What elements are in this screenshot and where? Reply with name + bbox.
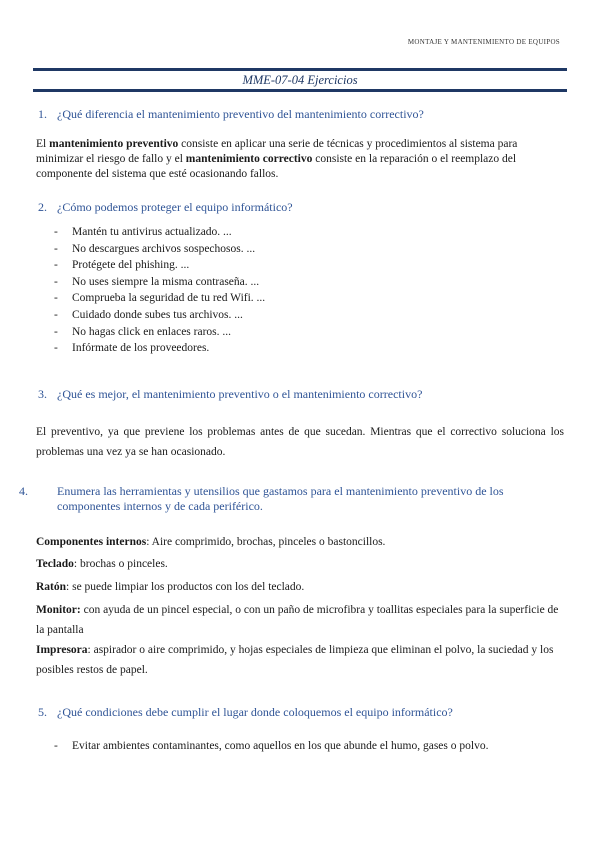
question-text: ¿Qué diferencia el mantenimiento preventivo del mantenimiento correctivo? xyxy=(57,107,424,121)
list-item: - Protégete del phishing. ... xyxy=(54,257,265,274)
answer-4-impresora xyxy=(36,640,564,680)
item-text: : brochas o pinceles. xyxy=(73,558,168,570)
question-number: 5. xyxy=(38,705,47,719)
list-item: - No descargues archivos sospechosos. ... xyxy=(54,241,265,258)
question-text: ¿Cómo podemos proteger el equipo informático? xyxy=(57,200,293,214)
list-item: - Mantén tu antivirus actualizado. ... xyxy=(54,224,265,241)
question-2 xyxy=(38,200,560,215)
answer-3: El preventivo, ya que previene los problemas antes de que sucedan. Mientras que el correctivo soluciona los problemas una vez ya se han ocasionado. xyxy=(36,426,564,458)
question-number: 4. xyxy=(19,484,28,498)
question-1 xyxy=(38,107,560,122)
document-header: MONTAJE Y MANTENIMIENTO DE EQUIPOS xyxy=(407,38,560,46)
question-text: ¿Qué es mejor, el mantenimiento preventivo o el mantenimiento correctivo? xyxy=(57,387,423,401)
list-item: - No uses siempre la misma contraseña. ... xyxy=(54,274,265,291)
answer-4-teclado xyxy=(36,557,564,572)
title-bar xyxy=(33,68,567,92)
answer-bold-term: mantenimiento preventivo xyxy=(49,138,179,150)
answer-2-list xyxy=(54,224,265,357)
answer-text: consiste en aplicar una serie de técnicas y procedimientos al sistema para minimizar el riesgo de fallo y el xyxy=(36,138,518,165)
item-label: Ratón xyxy=(36,581,67,593)
question-5 xyxy=(38,705,560,720)
item-label: Monitor: xyxy=(36,604,81,616)
item-text: : aspirador o aire comprimido, y hojas especiales de limpieza que eliminan el polvo, la suciedad y los posibles restos de papel. xyxy=(36,644,554,676)
item-label: Impresora xyxy=(36,644,88,656)
question-number: 3. xyxy=(38,387,47,401)
question-4 xyxy=(19,484,560,514)
answer-4-raton xyxy=(36,580,564,595)
question-number: 2. xyxy=(38,200,47,214)
question-text: Enumera las herramientas y utensilios que gastamos para el mantenimiento preventivo de los componentes internos y de cada periférico. xyxy=(57,484,504,513)
item-label: Teclado xyxy=(36,558,74,570)
question-3 xyxy=(38,387,560,402)
answer-1 xyxy=(36,137,564,182)
item-text: : se puede limpiar los productos con los del teclado. xyxy=(66,581,305,593)
answer-5-list xyxy=(54,738,488,755)
document-title: MME-07-04 Ejercicios xyxy=(242,73,358,87)
answer-text: consiste en la reparación o el reemplazo del componente del sistema que esté ocasionando fallos. xyxy=(36,153,517,180)
answer-4-monitor xyxy=(36,600,564,640)
question-text: ¿Qué condiciones debe cumplir el lugar donde coloquemos el equipo informático? xyxy=(57,705,453,719)
list-item: - Infórmate de los proveedores. xyxy=(54,340,265,357)
answer-bold-term: mantenimiento correctivo xyxy=(185,153,313,165)
item-text: : Aire comprimido, brochas, pinceles o bastoncillos. xyxy=(146,536,386,548)
list-item: - Evitar ambientes contaminantes, como aquellos en los que abunde el humo, gases o polvo. xyxy=(54,738,488,755)
answer-4-internos xyxy=(36,535,564,550)
list-item: - Comprueba la seguridad de tu red Wifi. ... xyxy=(54,290,265,307)
item-text: con ayuda de un pincel especial, o con un paño de microfibra y toallitas especiales para la superficie de la pantalla xyxy=(36,604,559,636)
list-item: - Cuidado donde subes tus archivos. ... xyxy=(54,307,265,324)
list-item: - No hagas click en enlaces raros. ... xyxy=(54,324,265,341)
answer-text: El xyxy=(36,138,50,150)
item-label: Componentes internos xyxy=(36,536,147,548)
question-number: 1. xyxy=(38,107,47,121)
